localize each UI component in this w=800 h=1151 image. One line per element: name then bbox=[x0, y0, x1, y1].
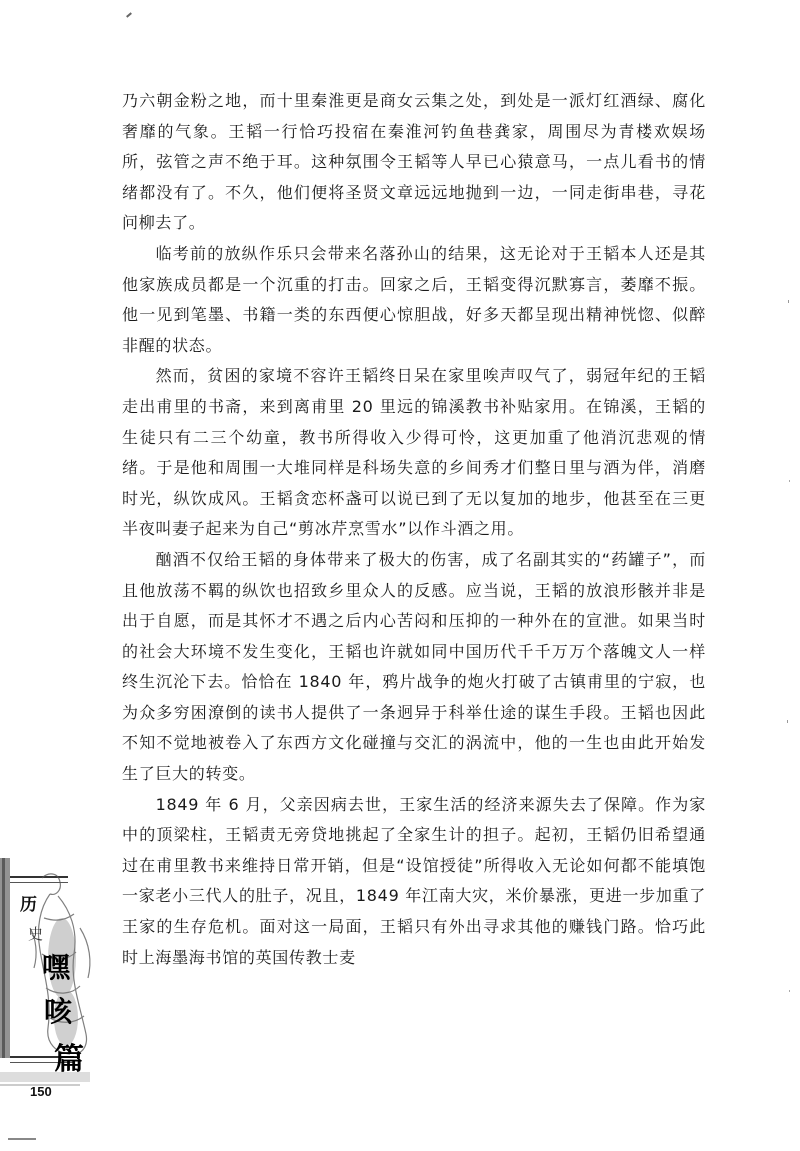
paragraph-3: 然而，贫困的家境不容许王韬终日呆在家里唉声叹气了，弱冠年纪的王韬走出甫里的书斋，来到离甫里 20 里远的锦溪教书补贴家用。在锦溪，王韬的生徒只有二三个幼童，教书所得收入少得可怜，这更加重了他消沉悲观的情绪。于是他和周围一大堆同样是科场失意的乡间秀才们整日里与酒为伴，消磨时光，纵饮成风。王韬贪恋杯盏可以说已到了无以复加的地步，他甚至在三更半夜叫妻子起来为自己“剪冰芹烹雪水”以作斗酒之用。 bbox=[122, 366, 706, 539]
series-title-char-4: 咳 bbox=[44, 995, 73, 1028]
scan-mark-bottom bbox=[8, 1138, 36, 1140]
series-title-char-3: 嘿 bbox=[42, 951, 71, 984]
series-title-char-1: 历 bbox=[20, 895, 37, 915]
scan-specks bbox=[784, 300, 794, 1000]
paragraph-5: 1849 年 6 月，父亲因病去世，王家生活的经济来源失去了保障。作为家中的顶梁柱，王韬责无旁贷地挑起了全家生计的担子。起初，王韬仍旧希望通过在甫里教书来维持日常开销，但是“设馆授徒”所得收入无论如何都不能填饱一家老小三代人的肚子，况且，1849 年江南大灾，米价暴涨，更进一步加重了王家的生存危机。面对这一局面，王韬只有外出寻求其他的赚钱门路。恰巧此时上海墨海书馆的英国传教士麦 bbox=[122, 794, 706, 967]
page-number: 150 bbox=[30, 1084, 52, 1099]
paragraph-2: 临考前的放纵作乐只会带来名落孙山的结果，这无论对于王韬本人还是其他家族成员都是一个沉重的打击。回家之后，王韬变得沉默寡言，萎靡不振。他一见到笔墨、书籍一类的东西便心惊胆战，好多天都呈现出精神恍惚、似醉非醒的状态。 bbox=[122, 243, 706, 355]
paragraph-4: 酗酒不仅给王韬的身体带来了极大的伤害，成了名副其实的“药罐子”，而且他放荡不羁的纵饮也招致乡里众人的反感。应当说，王韬的放浪形骸并非是出于自愿，而是其怀才不遇之后内心苦闷和压抑的一种外在的宣泄。如果当时的社会大环境不发生变化，王韬也许就如同中国历代千千万万个落魄文人一样终生沉沦下去。恰恰在 1840 年，鸦片战争的炮火打破了古镇甫里的宁寂，也为众多穷困潦倒的读书人提供了一条迥异于科举仕途的谋生手段。王韬也因此不知不觉地被卷入了东西方文化碰撞与交汇的涡流中，他的一生也由此开始发生了巨大的转变。 bbox=[122, 549, 706, 784]
series-decoration bbox=[0, 858, 112, 1148]
body-text bbox=[122, 86, 706, 973]
series-title-char-2: 史 bbox=[28, 925, 44, 943]
scan-mark-top bbox=[126, 12, 132, 17]
series-title bbox=[20, 890, 84, 1078]
paragraph-1: 乃六朝金粉之地，而十里秦淮更是商女云集之处，到处是一派灯红酒绿、腐化奢靡的气象。王韬一行恰巧投宿在秦淮河钓鱼巷龚家，周围尽为青楼欢娱场所，弦管之声不绝于耳。这种氛围令王韬等人早已心猿意马，一点儿看书的情绪都没有了。不久，他们便将圣贤文章远远地抛到一边，一同走街串巷，寻花问柳去了。 bbox=[122, 91, 706, 233]
series-title-char-5: 篇 bbox=[54, 1042, 84, 1077]
